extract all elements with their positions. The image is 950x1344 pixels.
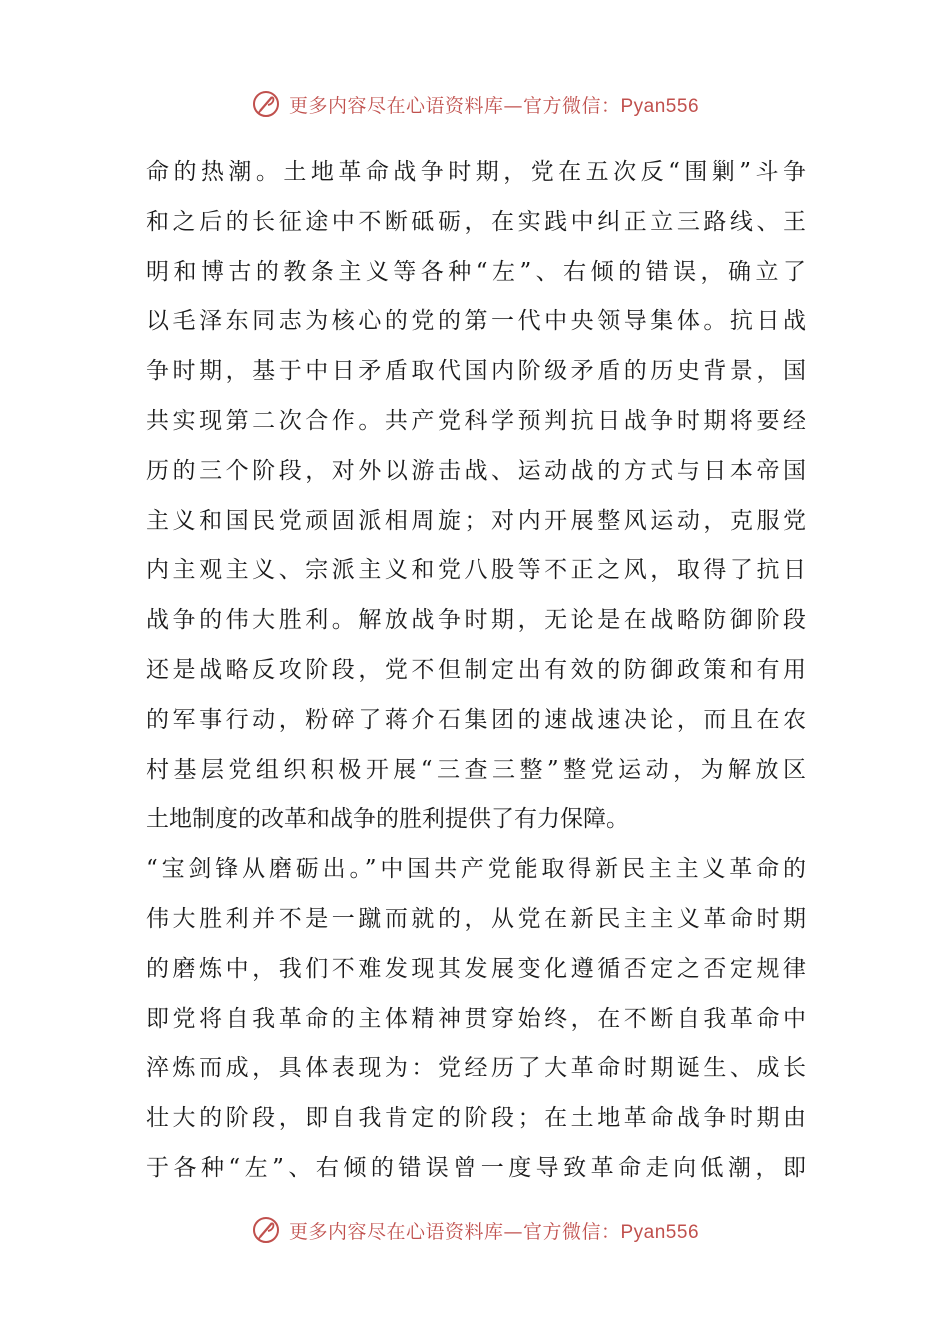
text-line-12: 的军事行动，粉碎了蒋介石集团的速战速决论，而且在农 bbox=[146, 706, 806, 733]
text-line-18: 即党将自我革命的主体精神贯穿始终，在不断自我革命中 bbox=[146, 1005, 806, 1032]
document-body bbox=[146, 148, 806, 1194]
text-line-13: 村基层党组织积极开展“三查三整”整党运动，为解放区 bbox=[146, 756, 806, 783]
footer-banner bbox=[0, 1210, 950, 1250]
header-wechat-id: Pyan556 bbox=[620, 95, 700, 117]
text-line-14: 土地制度的改革和战争的胜利提供了有力保障。 bbox=[146, 806, 629, 833]
text-line-9: 内主观主义、宗派主义和党八股等不正之风，取得了抗日 bbox=[146, 557, 806, 584]
text-line-19: 淬炼而成，具体表现为：党经历了大革命时期诞生、成长 bbox=[146, 1055, 806, 1082]
text-line-17: 的磨炼中，我们不难发现其发展变化遵循否定之否定规律 bbox=[146, 955, 806, 982]
text-line-10: 战争的伟大胜利。解放战争时期，无论是在战略防御阶段 bbox=[146, 607, 806, 634]
text-line-6: 共实现第二次合作。共产党科学预判抗日战争时期将要经 bbox=[146, 407, 806, 434]
text-line-21: 于各种“左”、右倾的错误曾一度导致革命走向低潮，即 bbox=[146, 1154, 806, 1181]
header-banner-text: 更多内容尽在心语资料库—官方微信：Pyan556 bbox=[288, 94, 700, 117]
text-line-3: 明和博古的教条主义等各种“左”、右倾的错误，确立了 bbox=[146, 258, 806, 285]
header-banner bbox=[0, 84, 950, 124]
footer-wechat-id: Pyan556 bbox=[620, 1221, 700, 1243]
text-line-7: 历的三个阶段，对外以游击战、运动战的方式与日本帝国 bbox=[146, 457, 806, 484]
quill-logo-icon bbox=[251, 89, 281, 119]
text-line-4: 以毛泽东同志为核心的党的第一代中央领导集体。抗日战 bbox=[146, 308, 806, 335]
text-line-16: 伟大胜利并不是一蹴而就的，从党在新民主主义革命时期 bbox=[146, 905, 806, 932]
text-line-5: 争时期，基于中日矛盾取代国内阶级矛盾的历史背景，国 bbox=[146, 358, 806, 385]
footer-banner-text: 更多内容尽在心语资料库—官方微信：Pyan556 bbox=[288, 1220, 700, 1243]
quill-logo-icon bbox=[251, 1215, 281, 1245]
text-line-11: 还是战略反攻阶段，党不但制定出有效的防御政策和有用 bbox=[146, 656, 806, 683]
text-line-20: 壮大的阶段，即自我肯定的阶段；在土地革命战争时期由 bbox=[146, 1105, 806, 1132]
text-line-2: 和之后的长征途中不断砥砺，在实践中纠正立三路线、王 bbox=[146, 208, 806, 235]
text-line-1: 命的热潮。土地革命战争时期，党在五次反“围剿”斗争 bbox=[146, 159, 806, 185]
text-line-15: “宝剑锋从磨砺出。”中国共产党能取得新民主主义革命的 bbox=[146, 856, 806, 883]
text-line-8: 主义和国民党顽固派相周旋；对内开展整风运动，克服党 bbox=[146, 507, 806, 534]
